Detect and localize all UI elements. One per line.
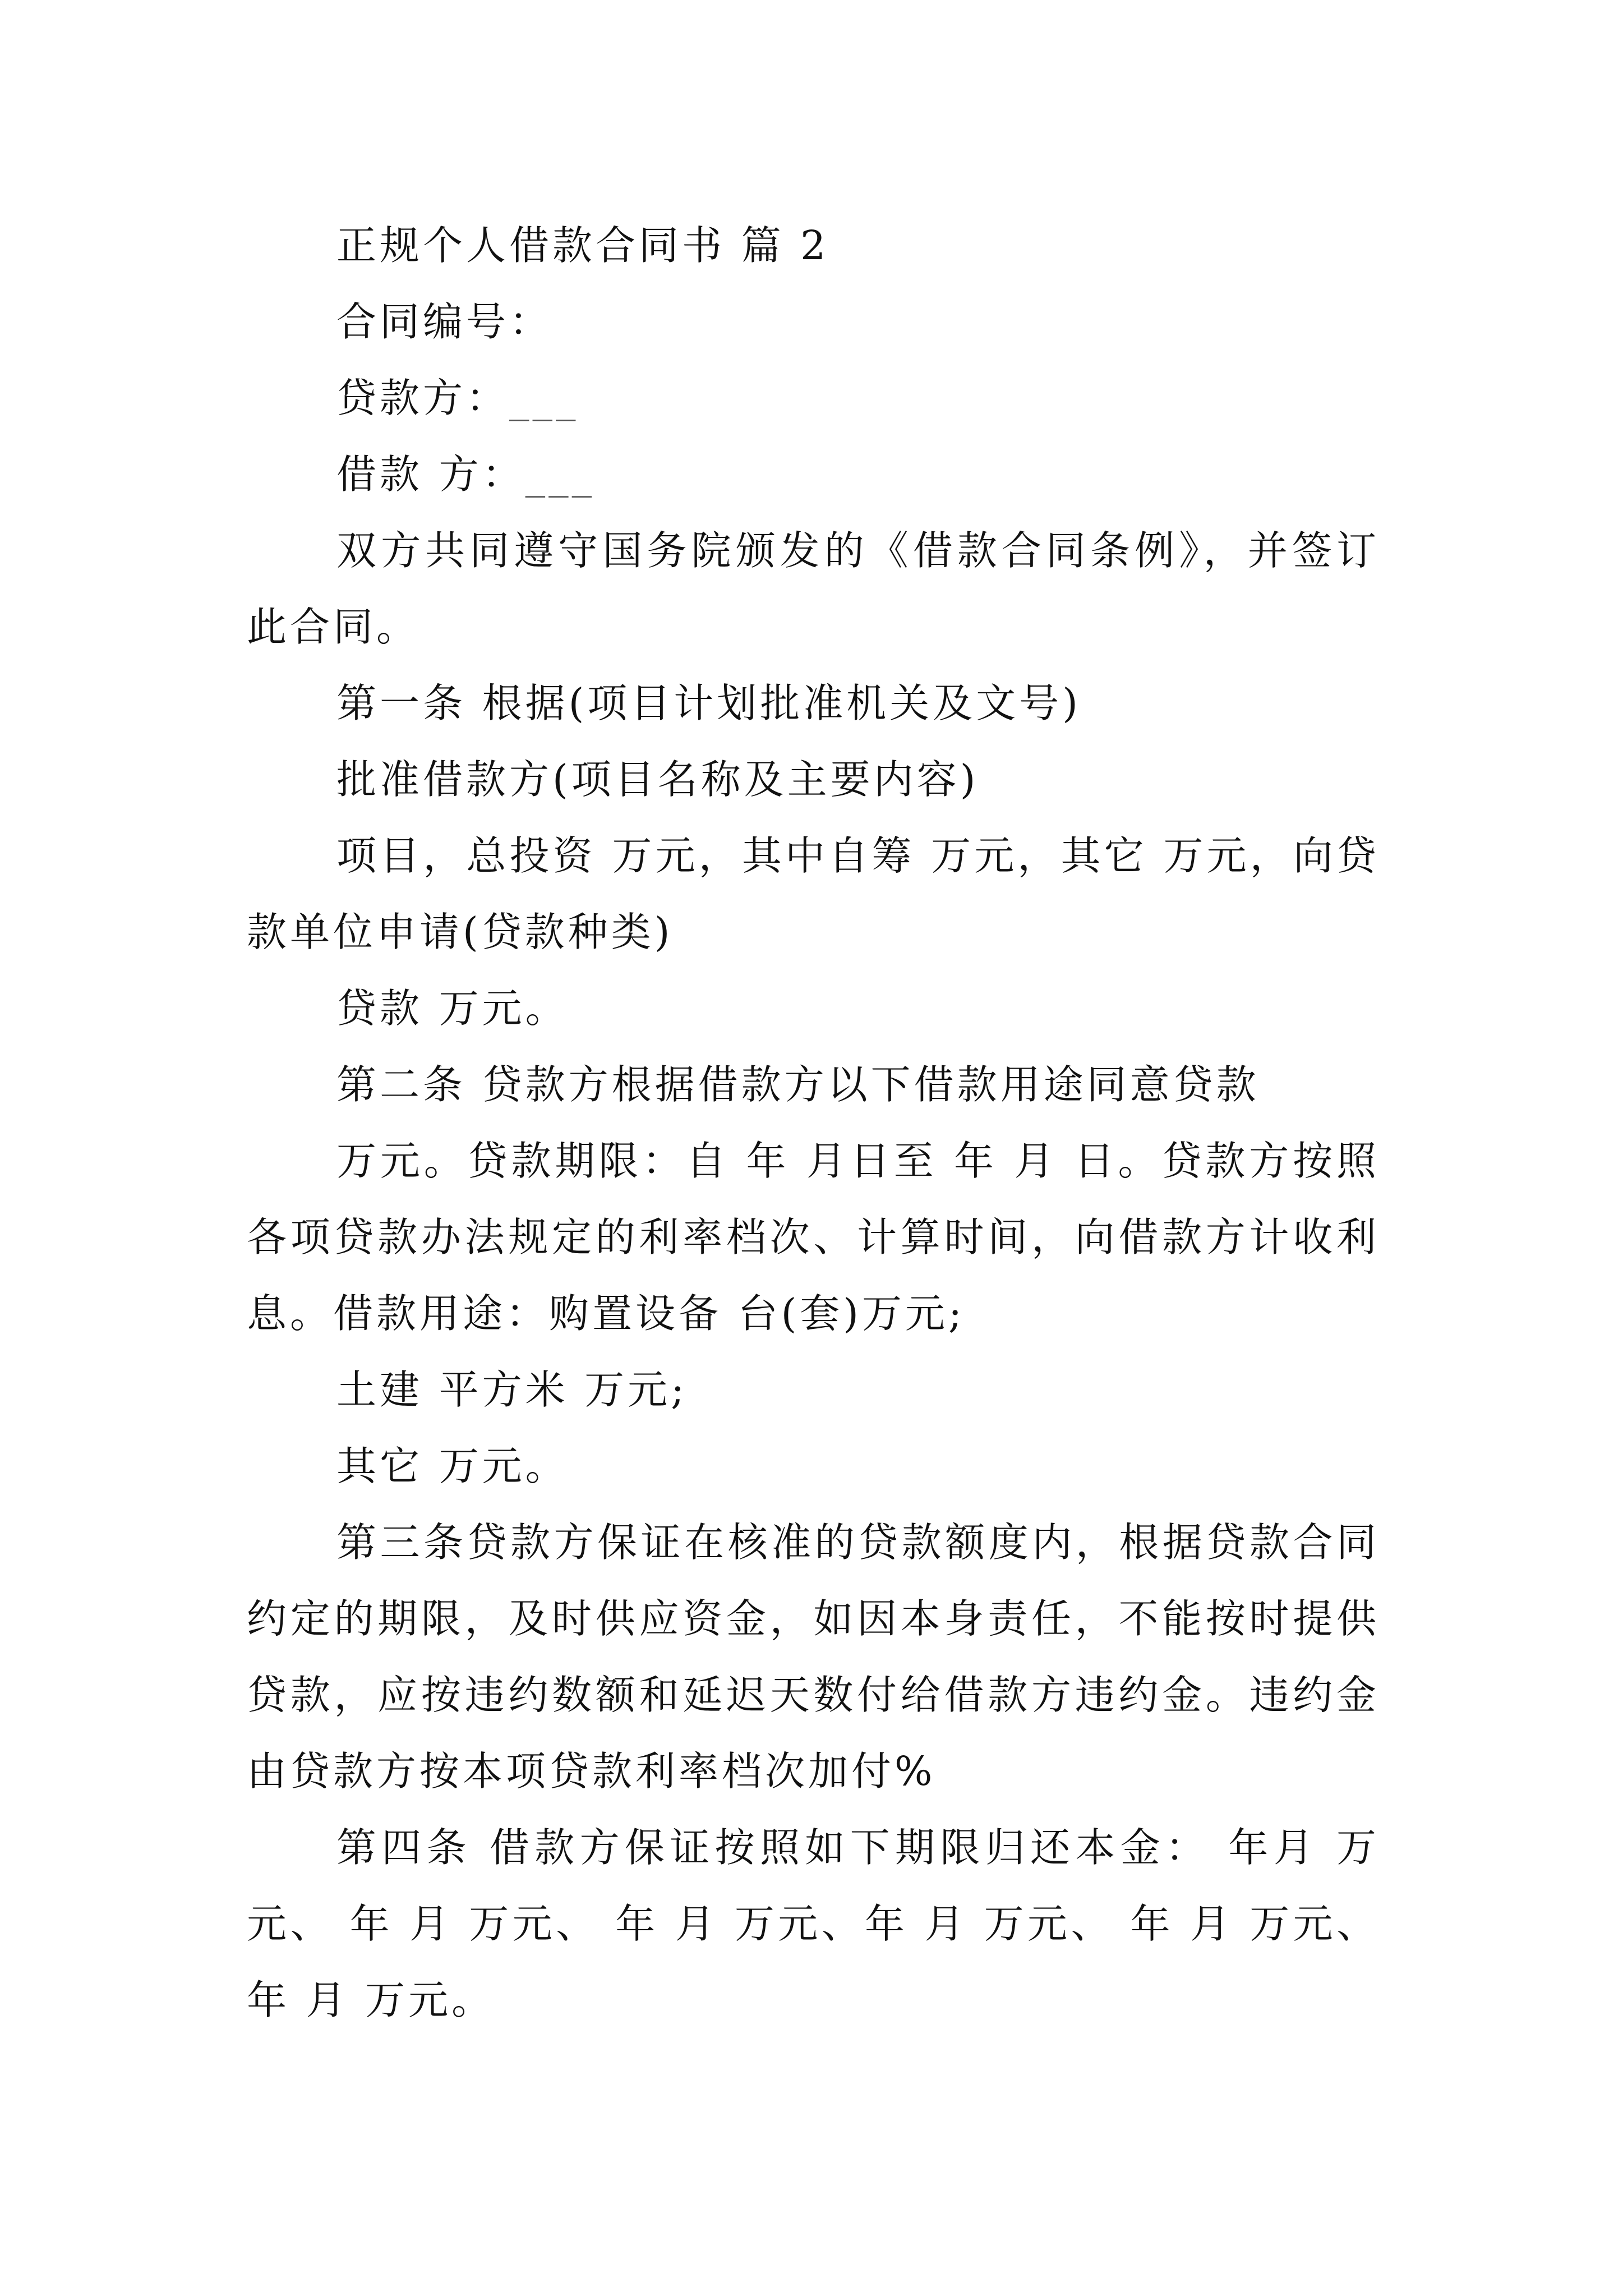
document-body <box>247 208 1380 2039</box>
borrower-blank: ___ <box>525 451 596 498</box>
lender-label: 贷款方： <box>336 375 510 421</box>
paragraph: 批准借款方(项目名称及主要内容) <box>336 756 979 803</box>
borrower-line <box>247 436 1380 513</box>
lender-blank: ___ <box>509 375 579 421</box>
contract-number-line <box>247 284 1380 360</box>
contract-number-label: 合同编号： <box>336 298 553 345</box>
paragraph: 万元。贷款期限：自 年 月日至 年 月 日。贷款方按照各项贷款办法规定的利率档次、计算时间，向借款方计收利息。借款用途：购置设备 台(套)万元; <box>247 1138 1380 1337</box>
paragraph: 第三条贷款方保证在核准的贷款额度内，根据贷款合同约定的期限，及时供应资金，如因本身责任，不能按时提供贷款，应按违约数额和延迟天数付给借款方违约金。违约金由贷款方按本项贷款利率档次加付% <box>247 1519 1380 1795</box>
paragraph: 第一条 根据(项目计划批准机关及文号) <box>336 680 1081 726</box>
paragraph: 其它 万元。 <box>336 1443 569 1489</box>
borrower-label: 借款 方： <box>336 451 525 498</box>
paragraph: 双方共同遵守国务院颁发的《借款合同条例》，并签订此合同。 <box>247 527 1380 650</box>
paragraph: 第二条 贷款方根据借款方以下借款用途同意贷款 <box>336 1061 1260 1108</box>
paragraph: 贷款 万元。 <box>336 985 569 1032</box>
document-title: 正规个人借款合同书 篇 2 <box>336 222 829 269</box>
paragraph: 第四条 借款方保证按照如下期限归还本金： 年月 万元、 年 月 万元、 年 月 万元、年 月 万元、 年 月 万元、 年 月 万元。 <box>247 1824 1380 2023</box>
paragraph: 土建 平方米 万元; <box>336 1366 688 1413</box>
lender-line <box>247 360 1380 436</box>
paragraph: 项目，总投资 万元，其中自筹 万元，其它 万元，向贷款单位申请(贷款种类) <box>247 832 1380 955</box>
